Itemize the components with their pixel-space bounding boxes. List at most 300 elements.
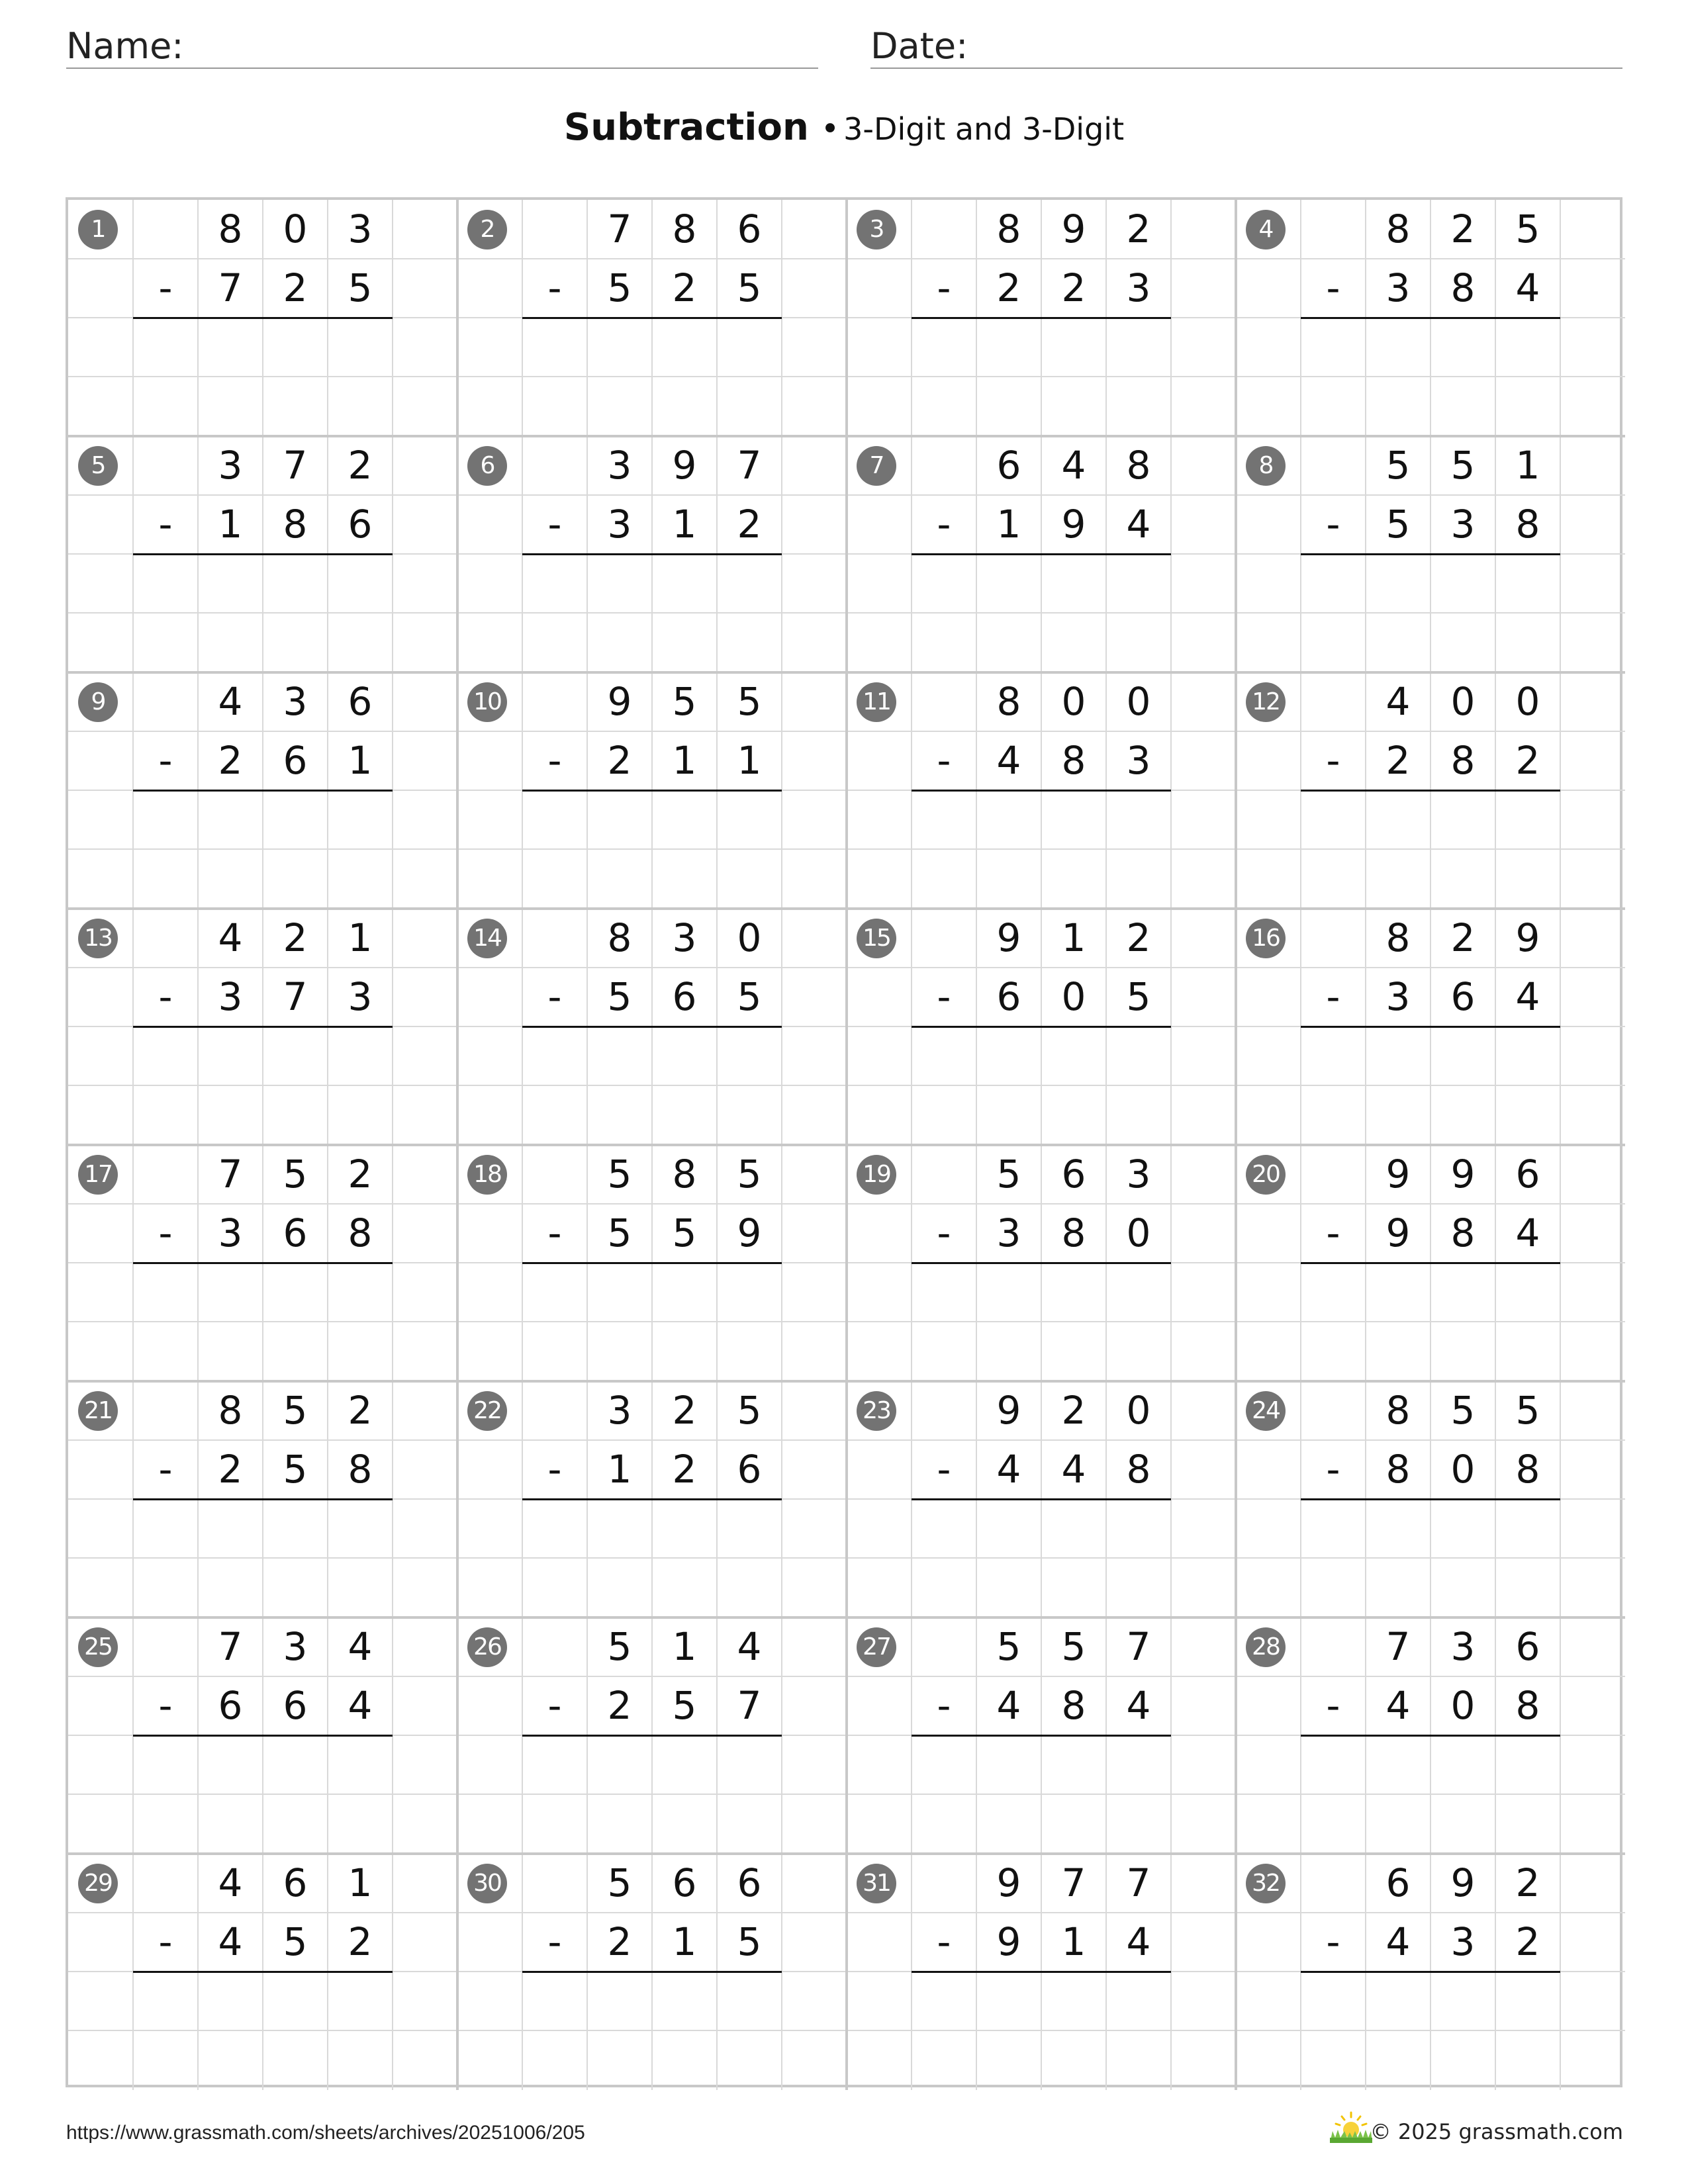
minuend-digit: 7 bbox=[218, 1624, 243, 1669]
problem-block bbox=[68, 1617, 457, 1854]
block-divider bbox=[1235, 672, 1237, 909]
answer-cell[interactable] bbox=[1106, 1026, 1171, 1085]
answer-cell[interactable] bbox=[263, 318, 328, 377]
subtrahend-digit: 0 bbox=[1126, 1210, 1151, 1255]
answer-cell[interactable] bbox=[652, 790, 717, 849]
problem-block bbox=[457, 1381, 847, 1617]
answer-cell[interactable] bbox=[263, 1263, 328, 1322]
subtrahend-digit: 8 bbox=[1385, 1447, 1411, 1492]
minuend-digit: 8 bbox=[607, 915, 632, 960]
answer-cell[interactable] bbox=[1041, 1972, 1106, 2030]
answer-cell[interactable] bbox=[1430, 554, 1495, 613]
answer-cell[interactable] bbox=[263, 554, 328, 613]
problem-number-badge: 7 bbox=[857, 446, 896, 486]
minuend-digit: 1 bbox=[348, 915, 373, 960]
answer-cell[interactable] bbox=[198, 318, 263, 377]
answer-cell[interactable] bbox=[328, 1735, 393, 1794]
minuend-digit: 3 bbox=[607, 1388, 632, 1433]
answer-cell[interactable] bbox=[587, 790, 652, 849]
answer-cell[interactable] bbox=[652, 1972, 717, 2030]
subtrahend-digit: 4 bbox=[1515, 265, 1540, 310]
subtrahend-digit: 1 bbox=[218, 502, 243, 547]
block-divider bbox=[456, 436, 459, 672]
answer-cell[interactable] bbox=[198, 554, 263, 613]
minuend-digit: 8 bbox=[1385, 206, 1411, 251]
answer-cell[interactable] bbox=[652, 1499, 717, 1558]
minus-operator: - bbox=[547, 738, 562, 783]
minuend-digit: 4 bbox=[218, 1860, 243, 1905]
date-line[interactable] bbox=[870, 68, 1622, 69]
subtrahend-digit: 1 bbox=[1061, 1919, 1086, 1964]
answer-cell[interactable] bbox=[587, 1972, 652, 2030]
answer-cell[interactable] bbox=[328, 318, 393, 377]
answer-cell[interactable] bbox=[976, 1263, 1041, 1322]
answer-cell[interactable] bbox=[1041, 1499, 1106, 1558]
answer-cell[interactable] bbox=[1106, 1735, 1171, 1794]
answer-cell[interactable] bbox=[328, 1026, 393, 1085]
subtrahend-digit: 4 bbox=[996, 738, 1021, 783]
answer-cell[interactable] bbox=[717, 554, 782, 613]
answer-cell[interactable] bbox=[1041, 554, 1106, 613]
minuend-digit: 8 bbox=[1126, 443, 1151, 488]
block-divider bbox=[456, 1617, 459, 1854]
minuend-digit: 5 bbox=[996, 1624, 1021, 1669]
answer-cell[interactable] bbox=[1366, 1499, 1430, 1558]
minuend-digit: 2 bbox=[1515, 1860, 1540, 1905]
minuend-digit: 1 bbox=[348, 1860, 373, 1905]
answer-cell[interactable] bbox=[652, 1735, 717, 1794]
problem-number-badge: 23 bbox=[857, 1391, 896, 1431]
minuend-digit: 8 bbox=[1385, 915, 1411, 960]
subtrahend-digit: 5 bbox=[737, 974, 762, 1019]
problem-number-badge: 8 bbox=[1246, 446, 1286, 486]
answer-cell[interactable] bbox=[263, 1026, 328, 1085]
problem-block bbox=[457, 909, 847, 1145]
subtrahend-digit: 8 bbox=[1515, 1447, 1540, 1492]
minuend-digit: 7 bbox=[737, 443, 762, 488]
minuend-digit: 8 bbox=[672, 206, 697, 251]
subtrahend-digit: 8 bbox=[1450, 1210, 1476, 1255]
name-line[interactable] bbox=[66, 68, 818, 69]
problem-block bbox=[1236, 909, 1625, 1145]
subtrahend-digit: 4 bbox=[1515, 974, 1540, 1019]
answer-cell[interactable] bbox=[1495, 1499, 1560, 1558]
minus-operator: - bbox=[1326, 502, 1340, 547]
answer-cell[interactable] bbox=[198, 1026, 263, 1085]
problem-number-badge: 19 bbox=[857, 1155, 896, 1195]
minuend-digit: 3 bbox=[1450, 1624, 1476, 1669]
problem-number-badge: 26 bbox=[467, 1627, 507, 1667]
answer-cell[interactable] bbox=[1366, 790, 1430, 849]
block-divider bbox=[845, 672, 848, 909]
minuend-digit: 2 bbox=[348, 443, 373, 488]
problem-number-badge: 4 bbox=[1246, 210, 1286, 250]
answer-cell[interactable] bbox=[328, 1499, 393, 1558]
minuend-digit: 9 bbox=[607, 679, 632, 724]
subtrahend-digit: 2 bbox=[672, 1447, 697, 1492]
answer-cell[interactable] bbox=[1106, 1499, 1171, 1558]
subtrahend-digit: 2 bbox=[1061, 265, 1086, 310]
subtrahend-digit: 6 bbox=[348, 502, 373, 547]
problem-number-badge: 21 bbox=[78, 1391, 118, 1431]
answer-cell[interactable] bbox=[1495, 1972, 1560, 2030]
subtrahend-digit: 9 bbox=[1385, 1210, 1411, 1255]
minuend-digit: 7 bbox=[218, 1152, 243, 1197]
problem-number-badge: 32 bbox=[1246, 1864, 1286, 1903]
block-divider bbox=[1235, 1617, 1237, 1854]
problem-block bbox=[847, 672, 1236, 909]
subtrahend-digit: 6 bbox=[996, 974, 1021, 1019]
subtrahend-digit: 8 bbox=[348, 1447, 373, 1492]
minuend-digit: 7 bbox=[1385, 1624, 1411, 1669]
minus-operator: - bbox=[158, 974, 173, 1019]
answer-cell[interactable] bbox=[717, 1026, 782, 1085]
problem-block bbox=[68, 1145, 457, 1381]
minuend-digit: 6 bbox=[996, 443, 1021, 488]
minus-operator: - bbox=[937, 1210, 951, 1255]
answer-cell[interactable] bbox=[1495, 1263, 1560, 1322]
minuend-digit: 5 bbox=[283, 1388, 308, 1433]
problem-block bbox=[847, 1381, 1236, 1617]
subtrahend-digit: 8 bbox=[348, 1210, 373, 1255]
answer-cell[interactable] bbox=[1106, 554, 1171, 613]
problem-block bbox=[847, 1145, 1236, 1381]
problem-number-badge: 11 bbox=[857, 682, 896, 722]
subtrahend-digit: 4 bbox=[1385, 1683, 1411, 1728]
subtrahend-digit: 5 bbox=[607, 974, 632, 1019]
answer-cell[interactable] bbox=[717, 790, 782, 849]
block-divider bbox=[845, 1854, 848, 2090]
subtrahend-digit: 8 bbox=[1515, 502, 1540, 547]
answer-cell[interactable] bbox=[1041, 790, 1106, 849]
title-subtitle: 3-Digit and 3-Digit bbox=[843, 111, 1125, 147]
subtrahend-digit: 2 bbox=[607, 738, 632, 783]
problem-number-badge: 15 bbox=[857, 919, 896, 958]
minus-operator: - bbox=[158, 1210, 173, 1255]
subtrahend-digit: 1 bbox=[607, 1447, 632, 1492]
subtrahend-digit: 3 bbox=[996, 1210, 1021, 1255]
answer-cell[interactable] bbox=[717, 1263, 782, 1322]
block-divider bbox=[845, 1617, 848, 1854]
answer-cell[interactable] bbox=[587, 1263, 652, 1322]
worksheet-title bbox=[0, 106, 1688, 149]
subtrahend-digit: 3 bbox=[1126, 265, 1151, 310]
minus-operator: - bbox=[547, 974, 562, 1019]
subtrahend-digit: 4 bbox=[1515, 1210, 1540, 1255]
minuend-digit: 9 bbox=[1450, 1860, 1476, 1905]
problem-block bbox=[847, 436, 1236, 672]
minuend-digit: 6 bbox=[1515, 1624, 1540, 1669]
block-divider bbox=[1235, 200, 1237, 436]
minus-operator: - bbox=[937, 1447, 951, 1492]
minus-operator: - bbox=[937, 738, 951, 783]
answer-cell[interactable] bbox=[1495, 790, 1560, 849]
answer-cell[interactable] bbox=[198, 1499, 263, 1558]
problem-block bbox=[457, 1617, 847, 1854]
problem-number-badge: 31 bbox=[857, 1864, 896, 1903]
footer-copyright: © 2025 grassmath.com bbox=[1370, 2119, 1623, 2144]
footer-url[interactable]: https://www.grassmath.com/sheets/archives/20251006/205 bbox=[66, 2122, 585, 2144]
answer-cell[interactable] bbox=[1430, 318, 1495, 377]
minus-operator: - bbox=[1326, 1210, 1340, 1255]
answer-cell[interactable] bbox=[976, 790, 1041, 849]
subtrahend-digit: 4 bbox=[1061, 1447, 1086, 1492]
problem-block bbox=[457, 436, 847, 672]
subtrahend-digit: 2 bbox=[672, 265, 697, 310]
subtrahend-digit: 5 bbox=[672, 1210, 697, 1255]
answer-cell[interactable] bbox=[976, 1499, 1041, 1558]
answer-cell[interactable] bbox=[1041, 1263, 1106, 1322]
answer-cell[interactable] bbox=[1366, 1972, 1430, 2030]
minuend-digit: 7 bbox=[1126, 1860, 1151, 1905]
answer-cell[interactable] bbox=[1430, 1026, 1495, 1085]
answer-cell[interactable] bbox=[328, 1263, 393, 1322]
answer-cell[interactable] bbox=[1430, 790, 1495, 849]
subtrahend-digit: 3 bbox=[1450, 1919, 1476, 1964]
answer-cell[interactable] bbox=[587, 554, 652, 613]
minuend-digit: 2 bbox=[283, 915, 308, 960]
problem-grid bbox=[66, 197, 1622, 2087]
minuend-digit: 6 bbox=[672, 1860, 697, 1905]
subtrahend-digit: 0 bbox=[1450, 1447, 1476, 1492]
answer-cell[interactable] bbox=[587, 1026, 652, 1085]
answer-cell[interactable] bbox=[717, 1735, 782, 1794]
minuend-digit: 5 bbox=[1061, 1624, 1086, 1669]
minuend-digit: 8 bbox=[1385, 1388, 1411, 1433]
block-divider bbox=[456, 1854, 459, 2090]
subtrahend-digit: 7 bbox=[737, 1683, 762, 1728]
minus-operator: - bbox=[1326, 1683, 1340, 1728]
problem-block bbox=[457, 1145, 847, 1381]
answer-cell[interactable] bbox=[1366, 1263, 1430, 1322]
minuend-digit: 3 bbox=[348, 206, 373, 251]
minuend-digit: 6 bbox=[737, 206, 762, 251]
answer-cell[interactable] bbox=[1106, 1972, 1171, 2030]
answer-cell[interactable] bbox=[1366, 318, 1430, 377]
minus-operator: - bbox=[158, 502, 173, 547]
problem-block bbox=[457, 1854, 847, 2090]
answer-cell[interactable] bbox=[587, 1499, 652, 1558]
answer-cell[interactable] bbox=[263, 1735, 328, 1794]
answer-cell[interactable] bbox=[976, 1735, 1041, 1794]
minuend-digit: 9 bbox=[1061, 206, 1086, 251]
minus-operator: - bbox=[937, 1683, 951, 1728]
subtrahend-digit: 3 bbox=[1385, 974, 1411, 1019]
block-divider bbox=[456, 1145, 459, 1381]
answer-cell[interactable] bbox=[1041, 1026, 1106, 1085]
subtrahend-digit: 1 bbox=[672, 502, 697, 547]
minuend-digit: 5 bbox=[1450, 443, 1476, 488]
block-divider bbox=[456, 200, 459, 436]
problem-block bbox=[1236, 1617, 1625, 1854]
problem-block bbox=[1236, 672, 1625, 909]
subtrahend-digit: 8 bbox=[1126, 1447, 1151, 1492]
answer-cell[interactable] bbox=[1041, 1735, 1106, 1794]
minuend-digit: 5 bbox=[1515, 1388, 1540, 1433]
minuend-digit: 0 bbox=[283, 206, 308, 251]
minus-operator: - bbox=[1326, 738, 1340, 783]
answer-cell[interactable] bbox=[198, 1735, 263, 1794]
subtrahend-digit: 2 bbox=[218, 738, 243, 783]
minuend-digit: 5 bbox=[737, 679, 762, 724]
answer-cell[interactable] bbox=[1106, 1263, 1171, 1322]
answer-cell[interactable] bbox=[263, 1972, 328, 2030]
minuend-digit: 5 bbox=[672, 679, 697, 724]
minuend-digit: 8 bbox=[218, 206, 243, 251]
answer-cell[interactable] bbox=[198, 1263, 263, 1322]
answer-cell[interactable] bbox=[717, 1972, 782, 2030]
subtrahend-digit: 3 bbox=[1126, 738, 1151, 783]
subtrahend-digit: 5 bbox=[348, 265, 373, 310]
minuend-digit: 7 bbox=[283, 443, 308, 488]
subtrahend-digit: 1 bbox=[737, 738, 762, 783]
answer-cell[interactable] bbox=[1495, 318, 1560, 377]
minus-operator: - bbox=[937, 502, 951, 547]
minus-operator: - bbox=[937, 265, 951, 310]
problem-number-badge: 1 bbox=[78, 210, 118, 250]
answer-cell[interactable] bbox=[652, 554, 717, 613]
minuend-digit: 8 bbox=[672, 1152, 697, 1197]
answer-cell[interactable] bbox=[1366, 1026, 1430, 1085]
subtrahend-digit: 2 bbox=[283, 265, 308, 310]
subtrahend-digit: 4 bbox=[1126, 1919, 1151, 1964]
subtrahend-digit: 5 bbox=[607, 265, 632, 310]
subtrahend-digit: 6 bbox=[737, 1447, 762, 1492]
answer-cell[interactable] bbox=[976, 554, 1041, 613]
minuend-digit: 4 bbox=[1385, 679, 1411, 724]
block-divider bbox=[456, 909, 459, 1145]
minuend-digit: 4 bbox=[218, 679, 243, 724]
subtrahend-digit: 3 bbox=[218, 974, 243, 1019]
subtrahend-digit: 4 bbox=[218, 1919, 243, 1964]
minuend-digit: 5 bbox=[283, 1152, 308, 1197]
problem-block bbox=[1236, 1381, 1625, 1617]
problem-block bbox=[1236, 200, 1625, 436]
problem-number-badge: 2 bbox=[467, 210, 507, 250]
problem-number-badge: 6 bbox=[467, 446, 507, 486]
minus-operator: - bbox=[158, 265, 173, 310]
minuend-digit: 1 bbox=[672, 1624, 697, 1669]
minuend-digit: 1 bbox=[1061, 915, 1086, 960]
minuend-digit: 4 bbox=[1061, 443, 1086, 488]
minuend-digit: 4 bbox=[737, 1624, 762, 1669]
answer-cell[interactable] bbox=[263, 790, 328, 849]
answer-cell[interactable] bbox=[328, 554, 393, 613]
answer-cell[interactable] bbox=[1495, 1735, 1560, 1794]
problem-block bbox=[847, 1617, 1236, 1854]
minuend-digit: 6 bbox=[737, 1860, 762, 1905]
minuend-digit: 5 bbox=[607, 1152, 632, 1197]
subtrahend-digit: 6 bbox=[283, 1210, 308, 1255]
subtrahend-digit: 2 bbox=[348, 1919, 373, 1964]
problem-block bbox=[1236, 436, 1625, 672]
answer-cell[interactable] bbox=[717, 1499, 782, 1558]
subtrahend-digit: 8 bbox=[1061, 1683, 1086, 1728]
subtrahend-digit: 2 bbox=[218, 1447, 243, 1492]
answer-cell[interactable] bbox=[198, 1972, 263, 2030]
problem-block bbox=[68, 1854, 457, 2090]
subtrahend-digit: 7 bbox=[218, 265, 243, 310]
answer-cell[interactable] bbox=[1366, 1735, 1430, 1794]
answer-cell[interactable] bbox=[1366, 554, 1430, 613]
subtrahend-digit: 4 bbox=[996, 1447, 1021, 1492]
subtrahend-digit: 5 bbox=[283, 1447, 308, 1492]
problem-block bbox=[68, 436, 457, 672]
answer-cell[interactable] bbox=[976, 1026, 1041, 1085]
subtrahend-digit: 4 bbox=[348, 1683, 373, 1728]
minus-operator: - bbox=[547, 1683, 562, 1728]
subtrahend-digit: 8 bbox=[283, 502, 308, 547]
answer-cell[interactable] bbox=[1430, 1499, 1495, 1558]
subtrahend-digit: 5 bbox=[737, 1919, 762, 1964]
answer-cell[interactable] bbox=[1430, 1735, 1495, 1794]
minuend-digit: 6 bbox=[1515, 1152, 1540, 1197]
minuend-digit: 8 bbox=[996, 206, 1021, 251]
answer-cell[interactable] bbox=[652, 1263, 717, 1322]
block-divider bbox=[845, 1145, 848, 1381]
subtrahend-digit: 2 bbox=[1515, 738, 1540, 783]
block-divider bbox=[456, 672, 459, 909]
minuend-digit: 8 bbox=[218, 1388, 243, 1433]
minuend-digit: 3 bbox=[218, 443, 243, 488]
problem-number-badge: 9 bbox=[78, 682, 118, 722]
subtrahend-digit: 2 bbox=[1385, 738, 1411, 783]
minuend-digit: 5 bbox=[1450, 1388, 1476, 1433]
minus-operator: - bbox=[547, 265, 562, 310]
answer-cell[interactable] bbox=[587, 318, 652, 377]
answer-cell[interactable] bbox=[263, 1499, 328, 1558]
subtrahend-digit: 1 bbox=[996, 502, 1021, 547]
minuend-digit: 0 bbox=[737, 915, 762, 960]
minus-operator: - bbox=[547, 1447, 562, 1492]
answer-cell[interactable] bbox=[328, 1972, 393, 2030]
minuend-digit: 9 bbox=[996, 1860, 1021, 1905]
answer-cell[interactable] bbox=[1106, 318, 1171, 377]
minuend-digit: 7 bbox=[1126, 1624, 1151, 1669]
answer-cell[interactable] bbox=[652, 318, 717, 377]
minuend-digit: 7 bbox=[607, 206, 632, 251]
minus-operator: - bbox=[937, 974, 951, 1019]
problem-block bbox=[847, 909, 1236, 1145]
subtrahend-digit: 3 bbox=[607, 502, 632, 547]
answer-cell[interactable] bbox=[328, 790, 393, 849]
block-divider bbox=[1235, 436, 1237, 672]
problem-block bbox=[457, 672, 847, 909]
answer-cell[interactable] bbox=[717, 318, 782, 377]
block-divider bbox=[1235, 1145, 1237, 1381]
minuend-digit: 9 bbox=[1515, 915, 1540, 960]
answer-cell[interactable] bbox=[198, 790, 263, 849]
minuend-digit: 3 bbox=[1126, 1152, 1151, 1197]
minuend-digit: 7 bbox=[1061, 1860, 1086, 1905]
subtrahend-digit: 8 bbox=[1515, 1683, 1540, 1728]
answer-cell[interactable] bbox=[1041, 318, 1106, 377]
answer-cell[interactable] bbox=[652, 1026, 717, 1085]
answer-cell[interactable] bbox=[587, 1735, 652, 1794]
title-main: Subtraction bbox=[563, 106, 809, 149]
answer-cell[interactable] bbox=[976, 318, 1041, 377]
answer-cell[interactable] bbox=[976, 1972, 1041, 2030]
answer-cell[interactable] bbox=[1106, 790, 1171, 849]
answer-cell[interactable] bbox=[1430, 1263, 1495, 1322]
answer-cell[interactable] bbox=[1430, 1972, 1495, 2030]
minuend-digit: 5 bbox=[607, 1860, 632, 1905]
problem-number-badge: 5 bbox=[78, 446, 118, 486]
answer-cell[interactable] bbox=[1495, 554, 1560, 613]
subtrahend-digit: 3 bbox=[218, 1210, 243, 1255]
minuend-digit: 6 bbox=[283, 1860, 308, 1905]
answer-cell[interactable] bbox=[1495, 1026, 1560, 1085]
